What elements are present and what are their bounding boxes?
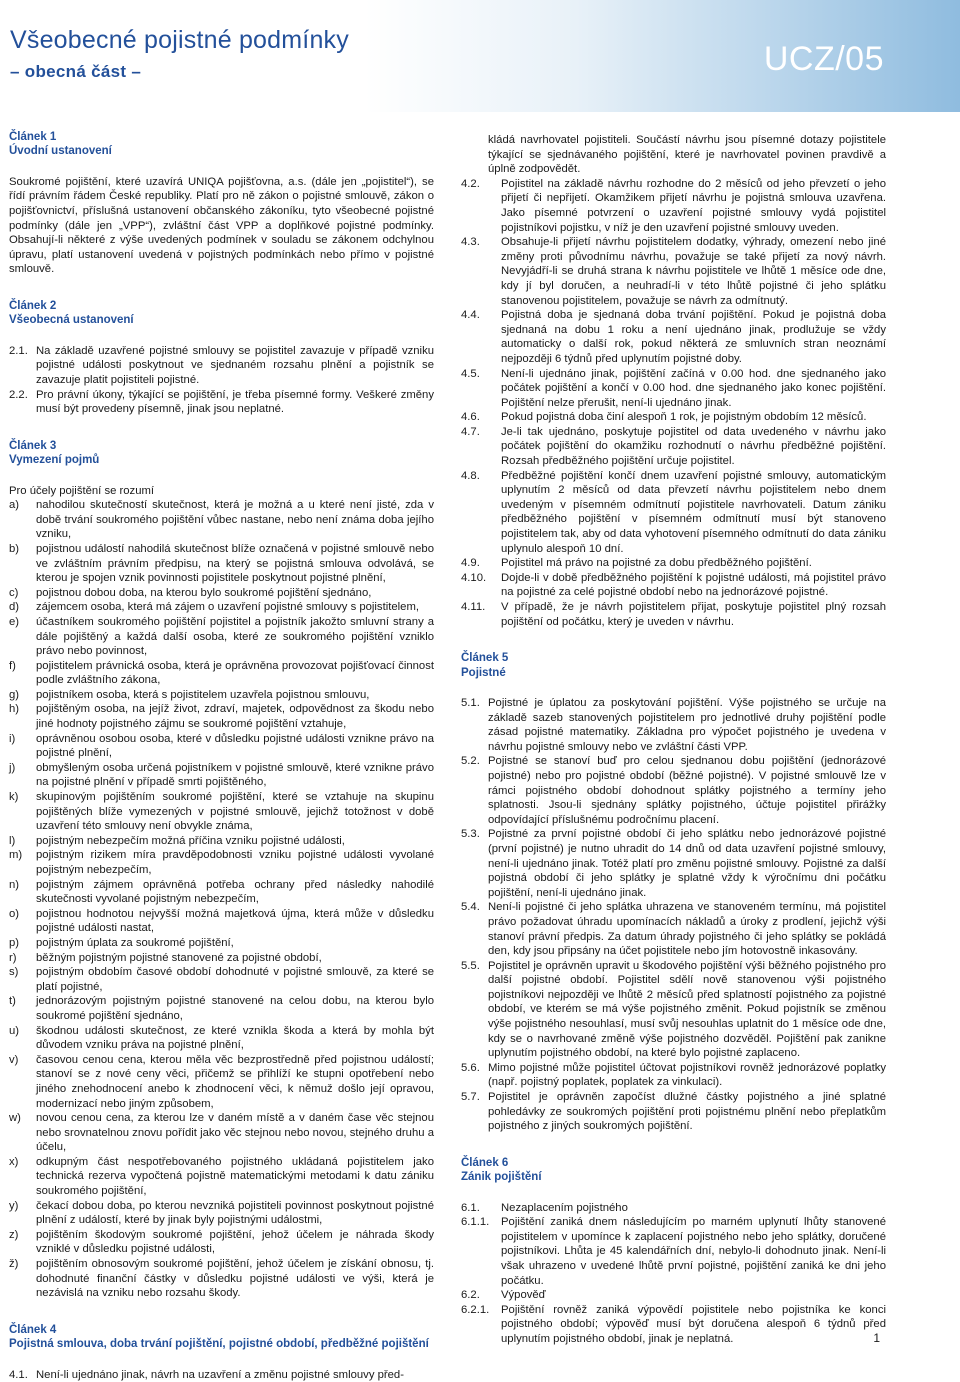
item-text: skupinovým pojištěním soukromé pojištění, které se vztahuje na skupinu pojištěných blíže vymezených v pojistné smlouvě, jejichž totožnost v době uzavření této smlouvy není obvykle známa,: [36, 791, 434, 833]
list-item: [461, 900, 886, 958]
item-text: oprávněnou osobou osoba, které v důsledku pojistné události vznikne právo na pojistné plnění,: [36, 732, 434, 760]
item-number: 4.11.: [461, 601, 486, 613]
item-text: pojistnou událostí nahodilá skutečnost blíže označená v pojistné smlouvě nebo ve zvláštním právním předpisu, na který se pojistná smlouva odvolává, se kterou je spojen vznik povinnosti pojistitele poskytnout pojistné plnění,: [36, 542, 434, 585]
item-text: pojistníkem osoba, která s pojistitelem uzavřela pojistnou smlouvu,: [36, 688, 370, 701]
item-text: Není-li ujednáno jinak, pojištění začíná v 0.00 hod. dne sjednaného jako počátek pojištění a končí v 0.00 hod. dne sjednaného jako konec pojištění. Pojištění nelze přerušit, není-li ujednáno jinak.: [501, 367, 886, 409]
item-number: o): [9, 907, 20, 920]
article-2-list: [9, 344, 434, 417]
item-number: 4.5.: [461, 367, 480, 380]
article-1-text: Soukromé pojištění, které uzavírá UNIQA pojišťovna, a.s. (dále jen „pojistitel“), se řídí právním řádem České republiky. Platí pro ně zákon o pojistné smlouvě, zákon o pojišťovnictví, příslušná ustanovení občanského zákoníku, tyto všeobecné pojistné podmínky (dále jen „VPP“), zvláštní část VPP a doplňkové pojistné podmínky. Obsahují-li některé z výše uvedených podmínek v souladu se zákonem odchylnou úpravu, platí ustanovení uvedená v pojistných podmínkách nebo přímo v pojistné smlouvě.: [9, 175, 434, 276]
document-title: Všeobecné pojistné podmínky: [10, 26, 349, 54]
item-text: Pojistitel na základě návrhu rozhodne do 2 měsíců od jeho převzetí o jeho přijetí či nepřijetí. Okamžikem přijetí návrhu je pojistná smlouva uzavřena. Jako písemné potvrzení o uzavření pojistné smlouvy vydá pojistitel pojistníkovi pojistku, v níž je den uzavření pojistné smlouvy uveden.: [501, 177, 886, 234]
item-text: Pojistitel je oprávněn upravit u škodového pojištění výši běžného pojistného pro další pojistné období. Pojistitel sdělí nově stanovenou výši pojistného pojistníkovi nejpozději ve lhůtě 2 měsíců před splatností pojistného za pojistné období, ve kterém se má výše pojistného změnit. Pokud pojistník se změnou výše pojistného nesouhlasí, musí svůj nesouhlas uplatnit do 1 měsíce ode dne, kdy se o navrhované změně výše pojistného dozvěděl. Pojištění pak zanikne uplynutím pojistného období, na které bylo pojistné zaplaceno.: [488, 959, 886, 1060]
article-1-heading: [9, 130, 434, 159]
item-number: t): [9, 995, 16, 1008]
list-item: [9, 1024, 434, 1053]
list-item: [9, 1368, 434, 1382]
article-4-label: Článek 4: [9, 1323, 57, 1336]
article-1-label: Článek 1: [9, 131, 57, 143]
list-item: [461, 425, 886, 469]
item-number: 5.5.: [461, 959, 480, 972]
list-item: [9, 688, 434, 703]
item-text: škodnou události skutečnost, ze které vznikla škoda a která by mohla být důvodem vzniku práva na pojistné plnění,: [36, 1024, 434, 1052]
item-text: Nezaplacením pojistného: [501, 1201, 628, 1214]
item-number: i): [9, 732, 16, 745]
item-text: pojistným nebezpečím možná příčina vzniku pojistné události,: [36, 834, 345, 847]
item-number: c): [9, 586, 19, 599]
item-text: Není-li ujednáno jinak, návrh na uzavření a změnu pojistné smlouvy před-: [36, 1368, 404, 1381]
list-item: [461, 1061, 886, 1090]
list-item: [9, 1155, 434, 1199]
list-item: [461, 1201, 886, 1216]
article-3-heading: [9, 439, 434, 468]
item-number: e): [9, 615, 20, 628]
article-6-label: Článek 6: [461, 1156, 509, 1169]
list-item: [461, 556, 886, 571]
item-text: Pokud pojistná doba činí alespoň 1 rok, je pojistným obdobím 12 měsíců.: [501, 411, 867, 424]
item-text: Pro právní úkony, týkající se pojištění, je třeba písemné formy. Veškeré změny musí být provedeny písemně, jinak jsou neplatné.: [36, 388, 434, 416]
article-5-list: [461, 696, 886, 1134]
list-item: [9, 498, 434, 542]
item-text: pojistnou hodnotou nejvyšší možná majetková újma, která může v důsledku pojistné události nastat,: [36, 907, 434, 935]
item-number: u): [9, 1024, 20, 1037]
list-item: [461, 600, 886, 629]
item-text: obmyšleným osoba určená pojistníkem v pojistné smlouvě, které vznikne právo na pojistné plnění v případě smrti pojištěného,: [36, 761, 434, 789]
list-item: [9, 965, 434, 994]
item-text: zájemcem osoba, která má zájem o uzavření pojistné smlouvy s pojistitelem,: [36, 601, 419, 614]
item-number: s): [9, 966, 19, 979]
item-number: v): [9, 1053, 19, 1066]
article-5-heading: [461, 651, 886, 680]
item-text: V případě, že je návrh pojistitelem přijat, poskytuje pojistitel plný rozsah pojištění od počátku, který je uveden v návrhu.: [501, 601, 886, 628]
article-1-title: Úvodní ustanovení: [9, 145, 112, 158]
item-text: pojistitelem právnická osoba, která je oprávněna provozovat pojišťovací činnost podle zvláštního zákona,: [36, 659, 434, 687]
list-item: [461, 696, 886, 754]
article-3-intro: Pro účely pojištění se rozumí: [9, 484, 155, 497]
list-item: [461, 1215, 886, 1288]
list-item: [461, 1288, 886, 1303]
article-4-title: Pojistná smlouva, doba trvání pojištění, pojistné období, předběžné pojištění: [9, 1338, 429, 1351]
item-text: Pojištění rovněž zaniká výpovědí pojistitele nebo pojistníka ke konci pojistného období; výpověď musí být doručena alespoň 6 týdnů před uplynutím pojistného období, jinak je neplatná.: [501, 1303, 886, 1345]
item-number: n): [9, 878, 20, 891]
item-text: novou cenou cena, za kterou lze v daném místě a v daném čase věc stejnou nebo srovnatelnou znovu pořídit jako věc stejnou nebo novou, stejného druhu a účelu,: [36, 1112, 434, 1154]
item-number: y): [9, 1199, 19, 1212]
article-2-label: Článek 2: [9, 299, 57, 312]
item-number: p): [9, 936, 20, 949]
item-text: časovou cenou cena, kterou měla věc bezprostředně před pojistnou událostí; stanoví se z nové ceny věci, přičemž se přihlíží ke stupni opotřebení nebo jiného znehodnocení anebo k zhodnocení věci, k němuž došlo její opravou, modernizací nebo jiným způsobem,: [36, 1053, 434, 1110]
item-number: h): [9, 703, 20, 716]
article-5-title: Pojistné: [461, 666, 506, 679]
article-6-title: Zánik pojištění: [461, 1171, 542, 1184]
list-item: [461, 367, 886, 411]
item-number: 5.3.: [461, 828, 480, 841]
article-3-label: Článek 3: [9, 439, 57, 452]
item-text: účastníkem soukromého pojištění pojistitel a pojistník jakožto smluvní strany a dále pojištěný a každá další osoba, které ze soukromého pojištění vzniklo právo nebo povinnost,: [36, 615, 434, 658]
item-number: 4.6.: [461, 411, 480, 424]
item-number: 6.2.: [461, 1289, 480, 1302]
item-text: odkupným část nespotřebovaného pojistného ukládaná pojistitelem jako technická rezerva vypočtená pojistně matematickými metodami k datu zániku soukromého pojištění,: [36, 1155, 434, 1198]
item-number: 6.1.1.: [461, 1216, 490, 1229]
item-text: Pojistné se stanoví buď pro celou sjednanou dobu pojištění (jednorázové pojistné) nebo pro pojistné období (běžné pojistné). V pojistné smlouvě lze v rámci pojistného období dohodnout splátky pojistného a termíny jeho splatnosti. Jsou-li sjednány splátky pojistného, účtuje pojistitel přirážky odpovídající příslušnému področnímu placení.: [488, 755, 886, 826]
item-text: Mimo pojistné může pojistitel účtovat pojistníkovi rovněž jednorázové poplatky (např. pojistný poplatek, poplatek za vinkulaci).: [488, 1061, 886, 1089]
list-item: [9, 600, 434, 615]
list-item: [461, 1303, 886, 1347]
left-column: [9, 130, 434, 1382]
item-number: 4.7.: [461, 425, 480, 438]
item-number: g): [9, 688, 20, 701]
item-text: pojistným obdobím časové období dohodnuté v pojistné smlouvě, za které se platí pojistné,: [36, 966, 434, 993]
item-number: 5.2.: [461, 755, 480, 768]
item-number: 5.7.: [461, 1091, 480, 1104]
item-text: Pojistitel je oprávněn započíst dlužné částky pojistného a jiné splatné pohledávky ze soukromých pojištění proti pojistnému plnění nebo přeplatkům pojistného z jiných soukromých pojištění.: [488, 1091, 886, 1133]
item-text: nahodilou skutečností skutečnost, která je možná a u které není jisté, zda v době trvání soukromého pojištění vůbec nastane, nebo není známa doba jejího vzniku,: [36, 499, 434, 541]
item-number: 6.1.: [461, 1201, 480, 1214]
item-text: Pojistné je úplatou za poskytování pojištění. Výše pojistného se určuje na základě sazeb stanovených pojistitelem pro jednotlivé druhy pojištění podle zásad pojistné matematiky. Základna pro výpočet pojistného je uvedena v návrhu pojistné smlouvy nebo ve zvláštní části VPP.: [488, 697, 886, 753]
item-number: 5.1.: [461, 697, 480, 709]
item-text: Výpověď: [501, 1289, 546, 1302]
item-number: 4.10.: [461, 571, 487, 584]
list-item: [9, 790, 434, 834]
document-subtitle: – obecná část –: [10, 62, 142, 81]
item-number: r): [9, 951, 17, 964]
item-number: 5.6.: [461, 1061, 480, 1074]
item-number: 4.4.: [461, 309, 480, 322]
item-text: pojistnou dobou doba, na kterou bylo soukromé pojištění sjednáno,: [36, 586, 372, 599]
item-number: w): [9, 1112, 21, 1125]
item-text: pojištěním škodovým soukromé pojištění, jehož účelem je náhrada škody vzniklé v důsledku pojistné události,: [36, 1228, 434, 1256]
list-item: [9, 542, 434, 586]
item-number: d): [9, 601, 20, 614]
list-item: [461, 571, 886, 600]
item-text: čekací dobou doba, po kterou nevzniká pojistiteli povinnost poskytnout pojistné plnění z událostí, které by jinak byly pojistnými událostmi,: [36, 1199, 434, 1227]
item-number: l): [9, 834, 16, 847]
item-number: 4.9.: [461, 557, 480, 570]
list-item: [9, 1053, 434, 1111]
item-number: 4.2.: [461, 177, 480, 190]
list-item: [9, 1228, 434, 1257]
item-number: k): [9, 791, 19, 804]
item-number: f): [9, 659, 16, 672]
list-item: [9, 951, 434, 966]
article-6-list: [461, 1201, 886, 1347]
item-number: 2.2.: [9, 388, 28, 401]
list-item: [9, 344, 434, 388]
document-code: UCZ/05: [763, 40, 884, 78]
list-item: [9, 907, 434, 936]
item-number: ž): [9, 1258, 19, 1271]
list-item: [461, 308, 886, 366]
item-text: běžným pojistným pojistné stanovené za pojistné období,: [36, 951, 322, 964]
list-item: [461, 959, 886, 1061]
item-text: Pojistná doba je sjednaná doba trvání pojištění. Pokud je pojistná doba sjednaná na dobu 1 roku a není ujednáno jinak, prodlužuje se vždy automaticky o další rok, pokud některá ze smluvních stran neoznámí nejpozději 6 týdnů před uplynutím pojistné doby.: [501, 309, 886, 365]
item-text: Dojde-li v době předběžného pojištění k pojistné události, má pojistitel právo na pojistné za celé pojistné období nebo na jednorázové pojistné.: [501, 571, 886, 599]
item-text: pojistným úplata za soukromé pojištění,: [36, 936, 234, 949]
list-item: [9, 659, 434, 688]
item-text: pojistným rizikem míra pravděpodobnosti vzniku pojistné události vyvolané pojistným nebezpečím,: [36, 849, 434, 876]
item-number: m): [9, 849, 23, 862]
item-number: a): [9, 499, 20, 512]
item-text: kládá navrhovatel pojistiteli. Součástí návrhu jsou písemné dotazy pojistitele týkající se sjednávaného pojištění, které je navrhovatel povinen pravdivě a úplně zodpovědět.: [488, 134, 886, 176]
list-item: [9, 388, 434, 417]
right-column: [461, 133, 886, 1347]
item-number: 4.8.: [461, 469, 480, 482]
item-text: Je-li tak ujednáno, poskytuje pojistitel od data uvedeného v návrhu jako počátek pojištění do okamžiku rozhodnutí o návrhu předběžné pojištění. Rozsah předběžného pojištění určuje pojistitel.: [501, 425, 886, 468]
item-number: 6.2.1.: [461, 1303, 490, 1316]
article-2-heading: [9, 299, 434, 328]
list-item: [9, 1199, 434, 1228]
list-item: [461, 827, 886, 900]
item-number: 4.3.: [461, 236, 480, 249]
list-item: [461, 469, 886, 557]
list-item: [461, 754, 886, 827]
page-header: [0, 0, 960, 112]
list-item: [9, 1111, 434, 1155]
list-item: [9, 1257, 434, 1301]
list-item: [461, 235, 886, 308]
item-text: Obsahuje-li přijetí návrhu pojistitelem dodatky, výhrady, omezení nebo jiné změny proti původnímu návrhu, považuje se také přijetí za nový návrh. Nevyjádří-li se druhá strana k návrhu pojistitele ve lhůtě 1 měsíce ode dne, kdy jí byl doručen, a neuhradí-li v této lhůtě pojistné či jeho splátku stanovenou pojistitelem, považuje se návrh za odmítnutý.: [501, 236, 886, 307]
item-number: z): [9, 1228, 19, 1241]
item-text: jednorázovým pojistným pojistné stanovené na celou dobu, na kterou bylo soukromé pojištění sjednáno,: [36, 995, 434, 1022]
article-3-list: [9, 498, 434, 1301]
item-number: b): [9, 542, 20, 555]
list-item: [461, 410, 886, 425]
item-text: Pojistné za první pojistné období či jeho splátku nebo jednorázové pojistné (první pojistné) je nutno uhradit do 14 dnů od data uzavření pojistné smlouvy, není-li ujednáno jinak. Totéž platí pro změnu pojistné smlouvy. Pojistné za další pojistná období či jeho splátky je splatné vždy k výročnímu dni počátku pojištění, není-li ujednáno jinak.: [488, 828, 886, 899]
article-6-heading: [461, 1156, 886, 1185]
item-number: 2.1.: [9, 344, 28, 357]
list-item: [9, 732, 434, 761]
list-item: [461, 177, 886, 235]
list-item: [9, 994, 434, 1023]
article-5-label: Článek 5: [461, 652, 509, 665]
article-4-heading: [9, 1323, 434, 1352]
item-number: 5.4.: [461, 901, 480, 914]
article-3-title: Vymezení pojmů: [9, 454, 100, 467]
item-text: Pojištění zaniká dnem následujícím po marném uplynutí lhůty stanovené pojistitelem v upomínce k zaplacení pojistného nebo jeho splátky, doručené pojistníkovi. Lhůta je 45 kalendářních dní, nebylo-li dohodnuto jinak. Není-li však uhrazeno v uvedené lhůtě první pojistné, pojištění zaniká ke dni jeho počátku.: [501, 1216, 886, 1287]
item-text: pojistným zájmem oprávněná potřeba ochrany před následky nahodilé skutečnosti vyvolané pojistným nebezpečím,: [36, 878, 434, 906]
list-item: [9, 878, 434, 907]
item-text: Pojistitel má právo na pojistné za dobu předběžného pojištění.: [501, 557, 812, 570]
article-4-list: [461, 177, 886, 629]
list-item: [9, 702, 434, 731]
item-number: x): [9, 1155, 19, 1168]
list-item: [9, 761, 434, 790]
item-text: Není-li pojistné či jeho splátka uhrazena ve stanoveném termínu, má pojistitel právo požadovat úhradu upomínacích nákladů a úroky z prodlení, jejichž výši stanoví právní předpis. Za datum úhrady pojistného či jeho splátky se pokládá den, kdy jsou připsány na účet pojistitele nebo jím hotovostně inkasovány.: [488, 901, 886, 958]
list-item-continued: [461, 133, 886, 177]
list-item: [461, 1090, 886, 1134]
list-item: [9, 936, 434, 951]
item-number: 4.1.: [9, 1368, 28, 1381]
article-2-title: Všeobecná ustanovení: [9, 314, 134, 327]
list-item: [9, 848, 434, 877]
item-text: Na základě uzavřené pojistné smlouvy se pojistitel zavazuje v případě vzniku pojistné události poskytnout ve sjednaném rozsahu plnění a pojistník se zavazuje platit pojistiteli pojistné.: [36, 344, 434, 386]
item-text: pojištěním obnosovým soukromé pojištění, jehož účelem je získání obnosu, tj. dohodnuté finanční částky v důsledku pojistné události ve výši, která je nezávislá na vzniku nebo rozsahu škody.: [36, 1258, 434, 1300]
list-item: [9, 586, 434, 601]
item-text: Předběžné pojištění končí dnem uzavření pojistné smlouvy, automatickým uplynutím 2 měsíců od data převzetí návrhu pojistitelem nebo dnem uvedeným v písemném odmítnutí pojistitele navrhovateli. Datum zániku předběžného pojištění v písemném odmítnutí musí být stanoveno pojistitelem tak, aby od data vyhotovení písemného odmítnutí do data zániku uplynulo alespoň 10 dní.: [501, 469, 886, 555]
page-number: 1: [873, 1331, 880, 1345]
list-item: [9, 615, 434, 659]
list-item: [9, 834, 434, 849]
item-text: pojištěným osoba, na jejíž život, zdraví, majetek, odpovědnost za škodu nebo jiné hodnoty pojistného zájmu se soukromé pojištění vztahuje,: [36, 703, 434, 731]
item-number: j): [9, 761, 16, 774]
